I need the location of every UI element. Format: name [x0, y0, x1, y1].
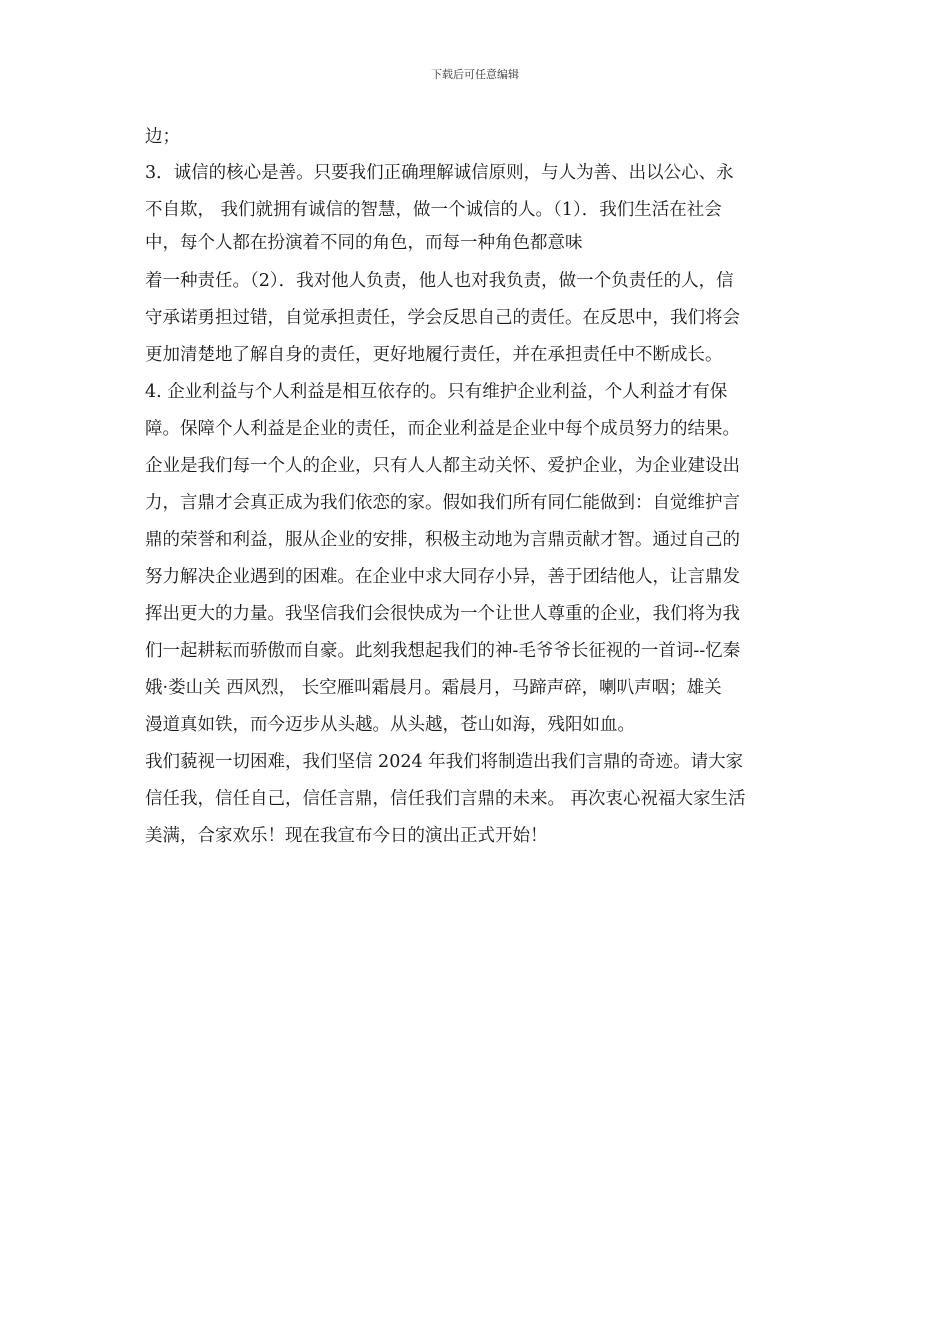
body-line: 企业是我们每一个人的企业，只有人人都主动关怀、爱护企业，为企业建设出	[145, 456, 740, 476]
body-line: 们一起耕耘而骄傲而自豪。此刻我想起我们的神-毛爷爷长征视的一首词--忆秦	[145, 641, 741, 661]
body-line: 挥出更大的力量。我坚信我们会很快成为一个让世人尊重的企业，我们将为我	[145, 604, 740, 624]
page-header: 下载后可任意编辑	[431, 68, 519, 81]
body-line: 漫道真如铁，而今迈步从头越。从头越，苍山如海，残阳如血。	[145, 715, 635, 735]
body-line: 4. 企业利益与个人利益是相互依存的。只有维护企业利益，个人利益才有保	[145, 382, 728, 402]
body-line: 娥·娄山关 西风烈， 长空雁叫霜晨月。霜晨月，马蹄声碎，喇叭声咽；雄关	[145, 678, 722, 698]
body-line: 守承诺勇担过错，自觉承担责任，学会反思自己的责任。在反思中，我们将会	[145, 308, 740, 328]
body-line: 更加清楚地了解自身的责任，更好地履行责任，并在承担责任中不断成长。	[145, 345, 723, 365]
body-line: 我们藐视一切困难，我们坚信 2024 年我们将制造出我们言鼎的奇迹。请大家	[145, 752, 744, 772]
body-line: 信任我，信任自己，信任言鼎，信任我们言鼎的未来。 再次衷心祝福大家生活	[145, 789, 746, 809]
body-line: 障。保障个人利益是企业的责任，而企业利益是企业中每个成员努力的结果。	[145, 419, 740, 439]
body-line: 美满，合家欢乐！现在我宣布今日的演出正式开始！	[145, 826, 548, 846]
body-line: 中，每个人都在扮演着不同的角色，而每一种角色都意味	[145, 233, 583, 253]
body-line: 力，言鼎才会真正成为我们依恋的家。假如我们所有同仁能做到：自觉维护言	[145, 493, 740, 513]
body-line: 鼎的荣誉和利益，服从企业的安排，积极主动地为言鼎贡献才智。通过自己的	[145, 530, 740, 550]
body-line: 努力解决企业遇到的困难。在企业中求大同存小异，善于团结他人，让言鼎发	[145, 567, 740, 587]
body-line: 着一种责任。（2）．我对他人负责，他人也对我负责，做一个负责任的人，信	[145, 271, 734, 291]
body-line: 不自欺， 我们就拥有诚信的智慧，做一个诚信的人。（1）．我们生活在社会	[145, 200, 722, 220]
body-line: 边；	[145, 127, 180, 147]
body-line: 3．诚信的核心是善。只要我们正确理解诚信原则，与人为善、出以公心、永	[145, 163, 734, 183]
